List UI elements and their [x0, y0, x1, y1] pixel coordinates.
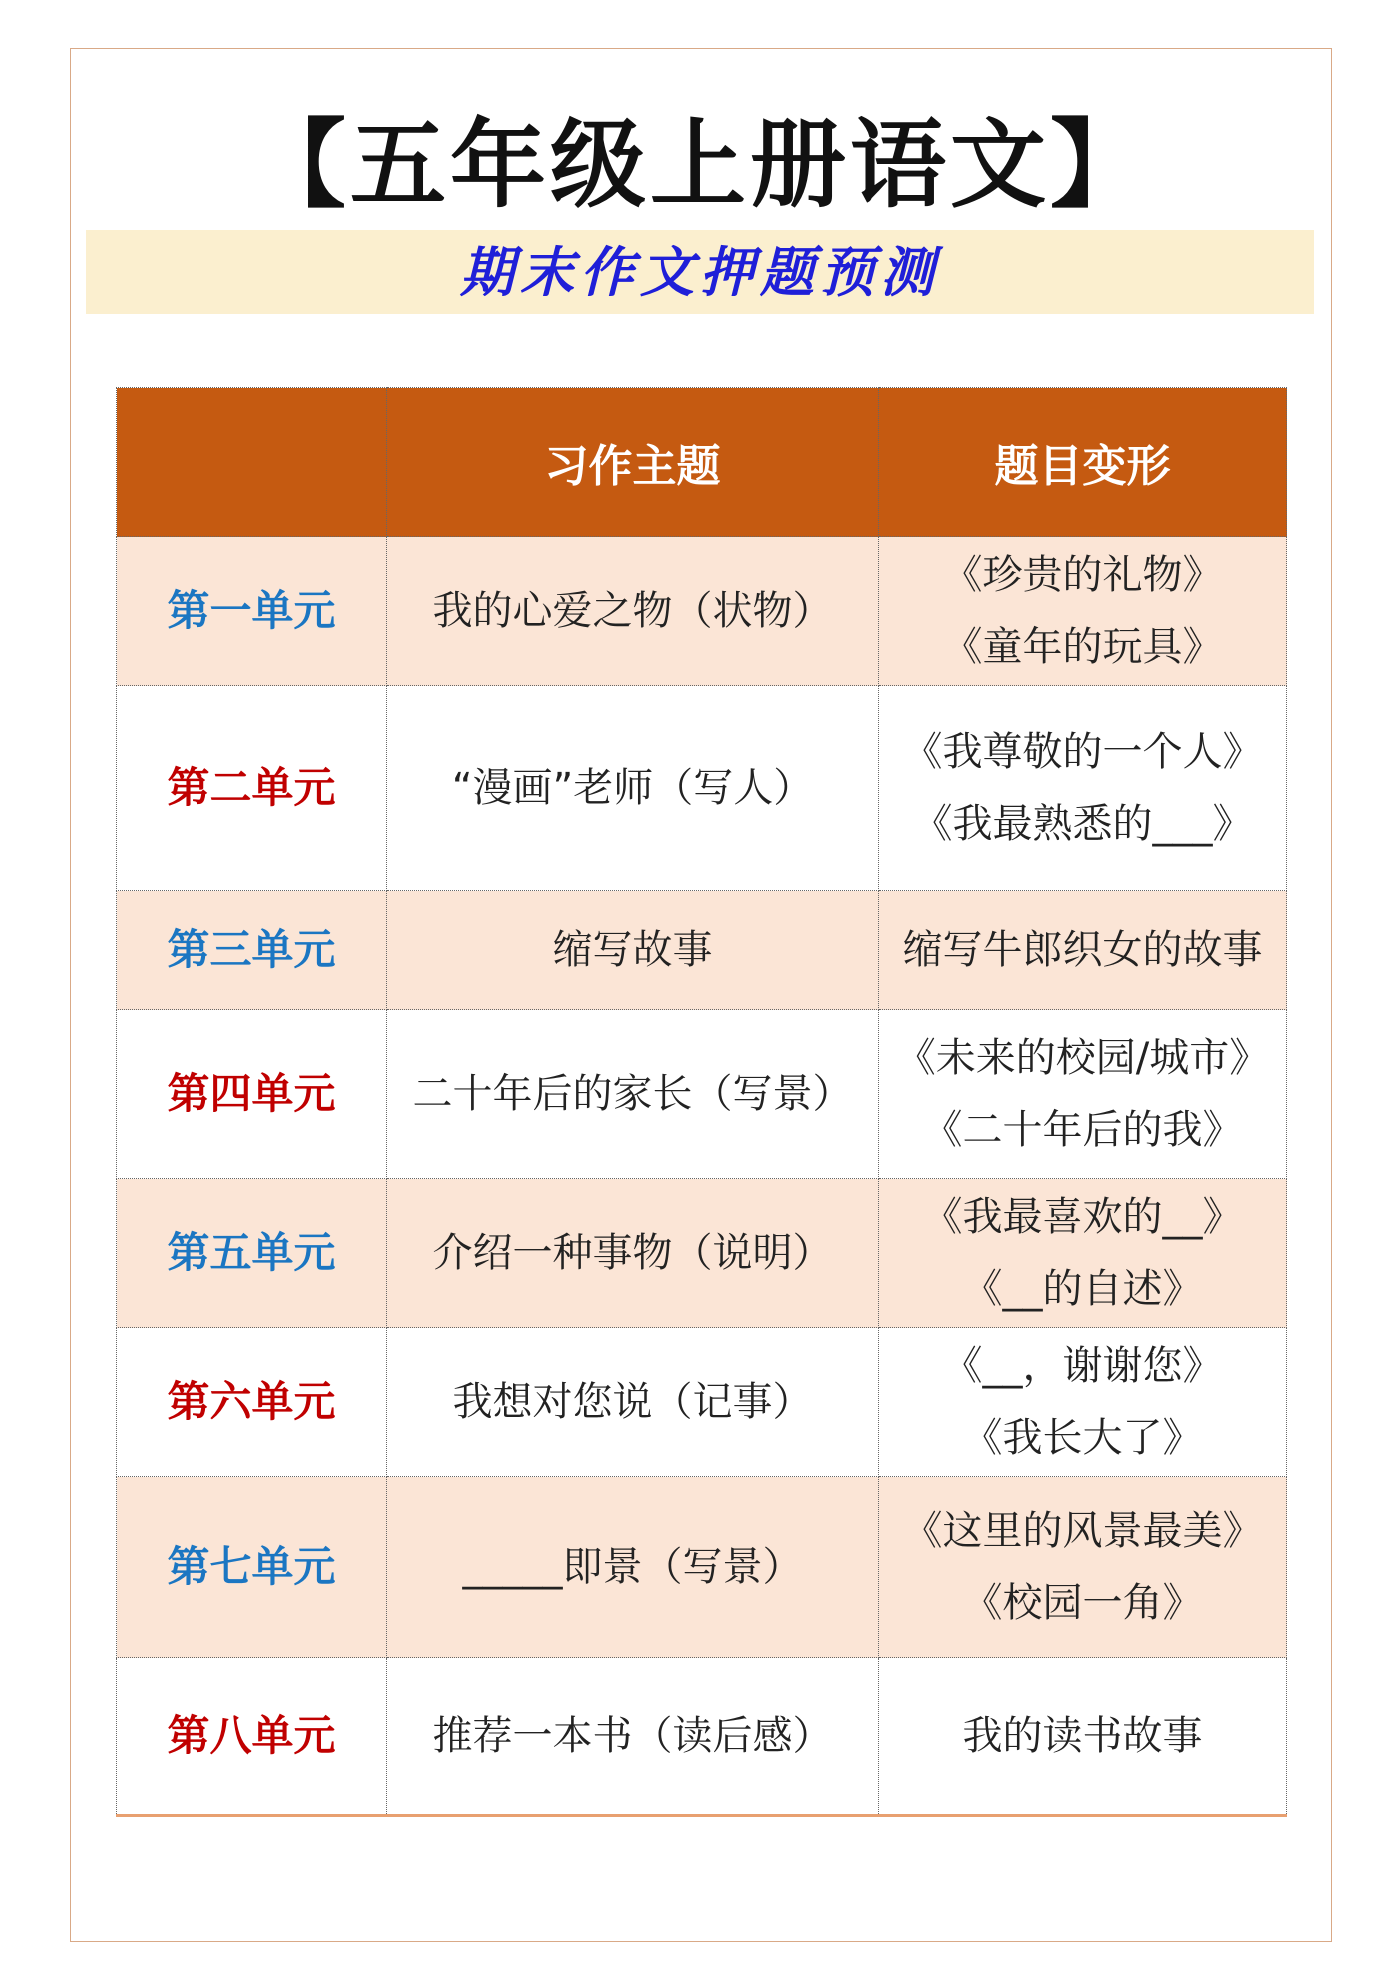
- header-unit: [117, 388, 387, 537]
- theme-cell: “漫画”老师（写人）: [387, 686, 879, 891]
- header-theme: 习作主题: [387, 388, 879, 537]
- variants-cell: [879, 891, 1287, 1010]
- unit-cell: 第八单元: [117, 1658, 387, 1816]
- table-row: [117, 1328, 1287, 1477]
- variant-title: 《__的自述》: [962, 1266, 1203, 1312]
- unit-cell: 第七单元: [117, 1477, 387, 1658]
- page-title: 【五年级上册语文】: [250, 108, 1150, 221]
- unit-cell: 第二单元: [117, 686, 387, 891]
- variant-title: 我的读书故事: [962, 1713, 1203, 1759]
- theme-cell: 缩写故事: [387, 891, 879, 1010]
- table-row: [117, 1010, 1287, 1179]
- page-subtitle: 期末作文押题预测: [460, 240, 940, 304]
- table-row: [117, 537, 1287, 686]
- variant-title: 《我最熟悉的___》: [912, 801, 1253, 847]
- variant-title: 《我长大了》: [962, 1415, 1203, 1461]
- essay-topic-table: [116, 387, 1287, 1817]
- theme-cell: 推荐一本书（读后感）: [387, 1658, 879, 1816]
- unit-cell: 第五单元: [117, 1179, 387, 1328]
- variant-title: 《二十年后的我》: [922, 1107, 1243, 1153]
- variants-cell: [879, 1010, 1287, 1179]
- variant-title: 《校园一角》: [962, 1580, 1203, 1626]
- variant-title: 《这里的风景最美》: [902, 1508, 1263, 1554]
- table-row: [117, 1179, 1287, 1328]
- variants-cell: [879, 1658, 1287, 1816]
- unit-cell: 第六单元: [117, 1328, 387, 1477]
- variant-title: 《未来的校园/城市》: [895, 1035, 1270, 1081]
- table-row: [117, 1658, 1287, 1816]
- table-row: [117, 891, 1287, 1010]
- variants-cell: [879, 537, 1287, 686]
- variant-title: 缩写牛郎织女的故事: [902, 927, 1263, 973]
- table-row: [117, 686, 1287, 891]
- variant-title: 《童年的玩具》: [942, 624, 1223, 670]
- unit-cell: 第三单元: [117, 891, 387, 1010]
- theme-cell: 我的心爱之物（状物）: [387, 537, 879, 686]
- variants-cell: [879, 686, 1287, 891]
- theme-cell: 介绍一种事物（说明）: [387, 1179, 879, 1328]
- variant-title: 《__，谢谢您》: [942, 1343, 1223, 1389]
- unit-cell: 第四单元: [117, 1010, 387, 1179]
- variants-cell: [879, 1179, 1287, 1328]
- variant-title: 《我最喜欢的__》: [922, 1194, 1243, 1240]
- subtitle-banner: [86, 230, 1314, 314]
- variant-title: 《珍贵的礼物》: [942, 552, 1223, 598]
- variants-cell: [879, 1328, 1287, 1477]
- header-variants: 题目变形: [879, 388, 1287, 537]
- theme-cell: 我想对您说（记事）: [387, 1328, 879, 1477]
- variants-cell: [879, 1477, 1287, 1658]
- table-row: [117, 1477, 1287, 1658]
- variant-title: 《我尊敬的一个人》: [902, 729, 1263, 775]
- unit-cell: 第一单元: [117, 537, 387, 686]
- theme-cell: 二十年后的家长（写景）: [387, 1010, 879, 1179]
- table-header-row: [117, 388, 1287, 537]
- theme-cell: _____即景（写景）: [387, 1477, 879, 1658]
